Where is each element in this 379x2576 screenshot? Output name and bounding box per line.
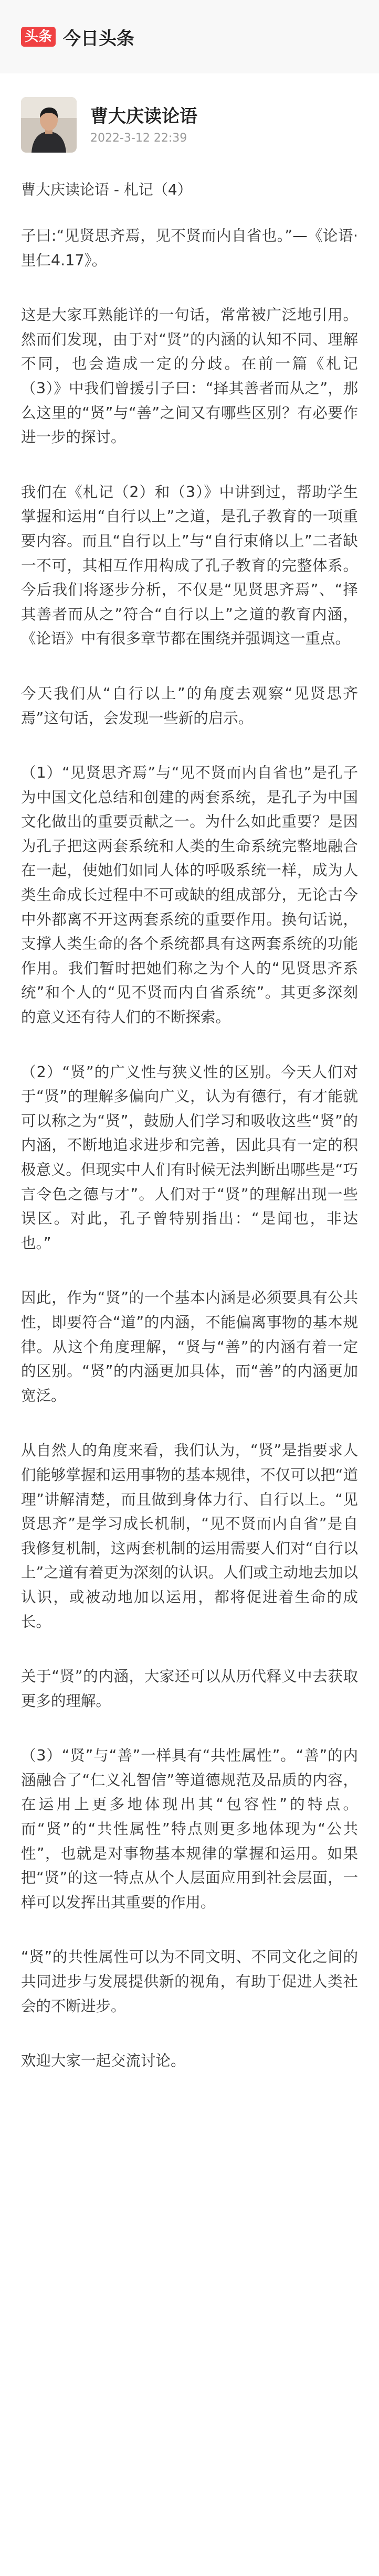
toutiao-logo[interactable]: 头条	[21, 27, 56, 47]
paragraph: 这是大家耳熟能详的一句话，常常被广泛地引用。然而们发现，由于对“贤”的内涵的认知不同、理解不同，也会造成一定的分歧。在前一篇《札记（3）》中我们曾援引子曰：“择其善者而从之”，那么这里的“贤”与“善”之间又有哪些区别？有必要作进一步的探讨。	[21, 306, 358, 446]
paragraph: 欢迎大家一起交流讨论。	[21, 2052, 186, 2070]
paragraph: 从自然人的角度来看，我们认为，“贤”是指要求人们能够掌握和运用事物的基本规律，不仅可以把“道理”讲解清楚，而且做到身体力行、自行以上。“见贤思齐”是学习成长机制，“见不贤而内自省”是自我修复机制，这两套机制的运用需要人们对“自行以上”之道有着更为深刻的认识。人们或主动地去加以认识，或被动地加以运用，都将促进着生命的成长。	[21, 1442, 358, 1630]
avatar-photo-icon	[21, 97, 77, 153]
paragraph: 关于“贤”的内涵，大家还可以从历代释义中去获取更多的理解。	[21, 1668, 358, 1710]
paragraph: （2）“贤”的广义性与狭义性的区别。今天人们对于“贤”的理解多偏向广义，认为有德行，有才能就可以称之为“贤”，鼓励人们学习和吸收这些“贤”的内涵，不断地追求进步和完善，因此具有一定的积极意义。但现实中人们有时候无法判断出哪些是“巧言令色之德与才”。人们对于“贤”的理解出现一些误区。对此，孔子曾特别指出：“是闻也，非达也。”	[21, 1063, 358, 1252]
app-header	[0, 0, 379, 73]
author-row	[0, 73, 379, 153]
app-name: 今日头条	[63, 28, 135, 49]
article-body	[0, 224, 379, 2074]
author-name[interactable]: 曹大庆读论语	[90, 106, 197, 127]
paragraph: 今天我们从“自行以上”的角度去观察“见贤思齐焉”这句话，会发现一些新的启示。	[21, 684, 358, 727]
paragraph: （1）“见贤思齐焉”与“见不贤而内自省也”是孔子为中国文化总结和创建的两套系统，是孔子为中国文化做出的重要贡献之一。为什么如此重要？是因为孔子把这两套系统和人类的生命系统完整地融合在一起，使她们如同人体的呼吸系统一样，成为人类生命成长过程中不可或缺的组成部分，无论古今中外都离不开这两套系统的重要作用。换句话说，支撑人类生命的各个系统都具有这两套系统的功能作用。我们暂时把她们称之为个人的“见贤思齐系统”和个人的“见不贤而内自省系统”。其更多深刻的意义还有待人们的不断探索。	[21, 764, 358, 1026]
author-avatar[interactable]	[21, 97, 77, 153]
paragraph: “贤”的共性属性可以为不同文明、不同文化之间的共同进步与发展提供新的视角，有助于促进人类社会的不断进步。	[21, 1948, 358, 2015]
paragraph: （3）“贤”与“善”一样具有“共性属性”。“善”的内涵融合了“仁义礼智信”等道德规范及品质的内容，在运用上更多地体现出其“包容性”的特点。而“贤”的“共性属性”特点则更多地体现为“公共性”，也就是对事物基本规律的掌握和运用。如果把“贤”的这一特点从个人层面应用到社会层面，一样可以发挥出其重要的作用。	[21, 1747, 358, 1911]
paragraph: 子曰:“见贤思齐焉，见不贤而内自省也。”—《论语·里仁4.17》。	[21, 227, 358, 269]
paragraph: 我们在《札记（2）和（3）》中讲到过，帮助学生掌握和运用“自行以上”之道，是孔子教育的一项重要内容。而且“自行以上”与“自行束脩以上”二者缺一不可，其相互作用构成了孔子教育的完整体系。今后我们将逐步分析，不仅是“见贤思齐焉”、“择其善者而从之”符合“自行以上”之道的教育内涵，《论语》中有很多章节都在围绕并强调这一重点。	[21, 483, 358, 648]
author-info	[90, 105, 197, 144]
publish-time: 2022-3-12 22:39	[90, 131, 187, 145]
article-title: 曹大庆读论语 - 札记（4）	[21, 181, 192, 198]
paragraph: 因此，作为“贤”的一个基本内涵是必须要具有公共性，即要符合“道”的内涵，不能偏离事物的基本规律。从这个角度理解，“贤与“善”的内涵有着一定的区别。“贤”的内涵更加具体，而“善”的内涵更加宽泛。	[21, 1289, 358, 1404]
